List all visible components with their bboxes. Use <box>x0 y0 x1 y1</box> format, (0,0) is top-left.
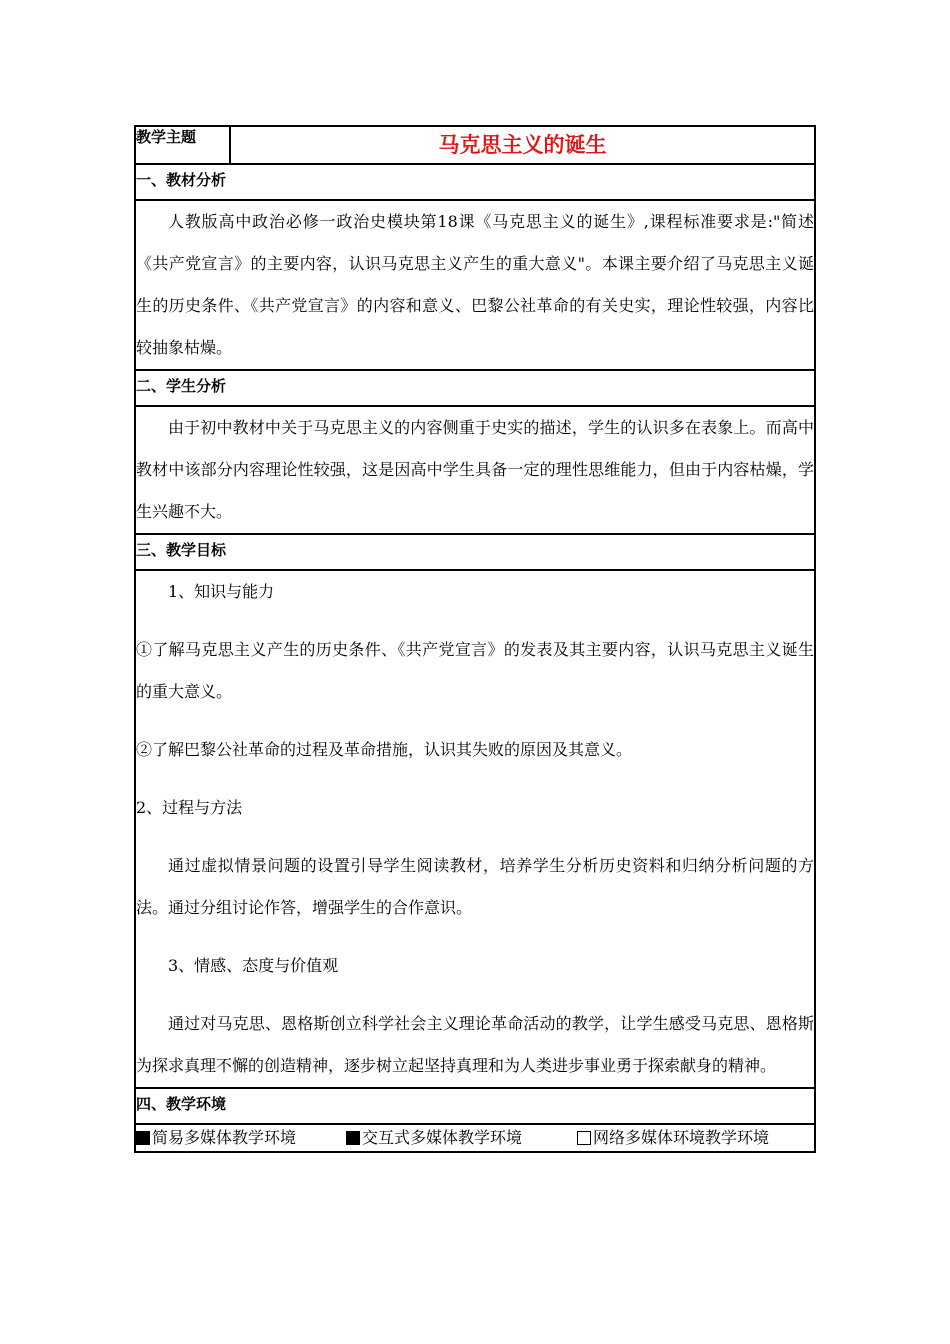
unchecked-box-icon <box>577 1131 591 1145</box>
environment-option-3 <box>577 1125 769 1151</box>
materials-paragraph: 人教版高中政治必修一政治史模块第18课《马克思主义的诞生》,课程标准要求是:"简述《共产党宣言》的主要内容，认识马克思主义产生的重大意义"。本课主要介绍了马克思主义诞生的历史条件、《共产党宣言》的内容和意义、巴黎公社革命的有关史实，理论性较强，内容比较抽象枯燥。 <box>136 212 814 357</box>
environment-options <box>135 1124 815 1152</box>
checked-box-icon <box>136 1131 150 1145</box>
section-body-objectives <box>135 570 815 1088</box>
objective-item-2: ②了解巴黎公社革命的过程及革命措施，认识其失败的原因及其意义。 <box>136 740 633 759</box>
section-body-students <box>135 406 815 534</box>
environment-option-label: 简易多媒体教学环境 <box>152 1128 297 1147</box>
checked-box-icon <box>346 1131 360 1145</box>
lesson-title: 马克思主义的诞生 <box>230 126 815 164</box>
values-paragraph: 通过对马克思、恩格斯创立科学社会主义理论革命活动的教学，让学生感受马克思、恩格斯为探求真理不懈的创造精神，逐步树立起坚持真理和为人类进步事业勇于探索献身的精神。 <box>136 1014 814 1075</box>
environment-option-label: 交互式多媒体教学环境 <box>362 1128 523 1147</box>
section-body-materials <box>135 200 815 370</box>
section-heading-environment: 四、教学环境 <box>135 1088 815 1124</box>
process-paragraph: 通过虚拟情景问题的设置引导学生阅读教材，培养学生分析历史资料和归纳分析问题的方法。通过分组讨论作答，增强学生的合作意识。 <box>136 856 814 917</box>
objective-subheading-values: 3、情感、态度与价值观 <box>168 956 339 975</box>
objective-item-1: ①了解马克思主义产生的历史条件、《共产党宣言》的发表及其主要内容，认识马克思主义诞生的重大意义。 <box>136 640 814 701</box>
topic-label: 教学主题 <box>135 126 230 164</box>
lesson-plan-table <box>134 125 816 1153</box>
environment-option-1 <box>136 1125 346 1151</box>
section-heading-objectives: 三、教学目标 <box>135 534 815 570</box>
environment-option-2 <box>346 1125 577 1151</box>
students-paragraph: 由于初中教材中关于马克思主义的内容侧重于史实的描述，学生的认识多在表象上。而高中教材中该部分内容理论性较强，这是因高中学生具备一定的理性思维能力，但由于内容枯燥，学生兴趣不大。 <box>136 418 814 521</box>
section-heading-students: 二、学生分析 <box>135 370 815 406</box>
objective-subheading-knowledge: 1、知识与能力 <box>168 582 275 601</box>
section-heading-materials: 一、教材分析 <box>135 164 815 200</box>
environment-option-label: 网络多媒体环境教学环境 <box>593 1128 770 1147</box>
objective-subheading-process: 2、过程与方法 <box>136 798 243 817</box>
